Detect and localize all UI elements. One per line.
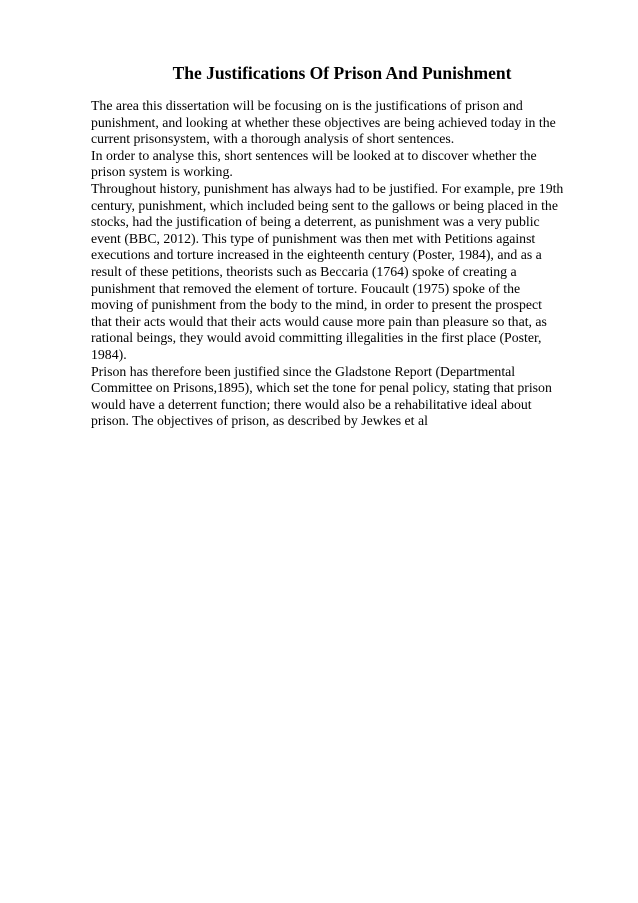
text-line: stocks, had the justification of being a deterrent, as punishment was a very public [91,214,540,230]
text-line: executions and torture increased in the eighteenth century (Poster, 1984), and as a [91,247,542,263]
text-line: prison. The objectives of prison, as described by Jewkes et al [91,413,428,429]
text-line: Throughout history, punishment has always had to be justified. For example, pre 19th [91,180,564,196]
text-line: century, punishment, which included being sent to the gallows or being placed in the [91,197,558,213]
text-line: Committee on Prisons,1895), which set the tone for penal policy, stating that prison [91,380,552,396]
text-line: rational beings, they would avoid committing illegalities in the first place (Poster, [91,330,542,346]
text-line: Prison has therefore been justified since the Gladstone Report (Departmental [91,363,516,379]
text-line: result of these petitions, theorists such as Beccaria (1764) spoke of creating a [91,263,517,279]
document-title: The Justifications Of Prison And Punishment [172,63,512,83]
text-line: 1984). [91,346,127,362]
text-line: punishment that removed the element of torture. Foucault (1975) spoke of the [91,280,521,296]
text-line: event (BBC, 2012). This type of punishment was then met with Petitions against [91,230,536,246]
text-line: In order to analyse this, short sentences will be looked at to discover whether the [91,147,537,163]
text-line: punishment, and looking at whether these objectives are being achieved today in the [91,114,556,130]
text-line: prison system is working. [91,164,233,180]
text-line: moving of punishment from the body to the mind, in order to present the prospect [91,297,542,313]
text-line: current prisonsystem, with a thorough analysis of short sentences. [91,131,455,147]
document-body [91,98,601,430]
text-line: The area this dissertation will be focusing on is the justifications of prison and [91,98,523,113]
text-line: would have a deterrent function; there would also be a rehabilitative ideal about [91,396,532,412]
text-line: that their acts would that their acts would cause more pain than pleasure so that, as [91,313,547,329]
